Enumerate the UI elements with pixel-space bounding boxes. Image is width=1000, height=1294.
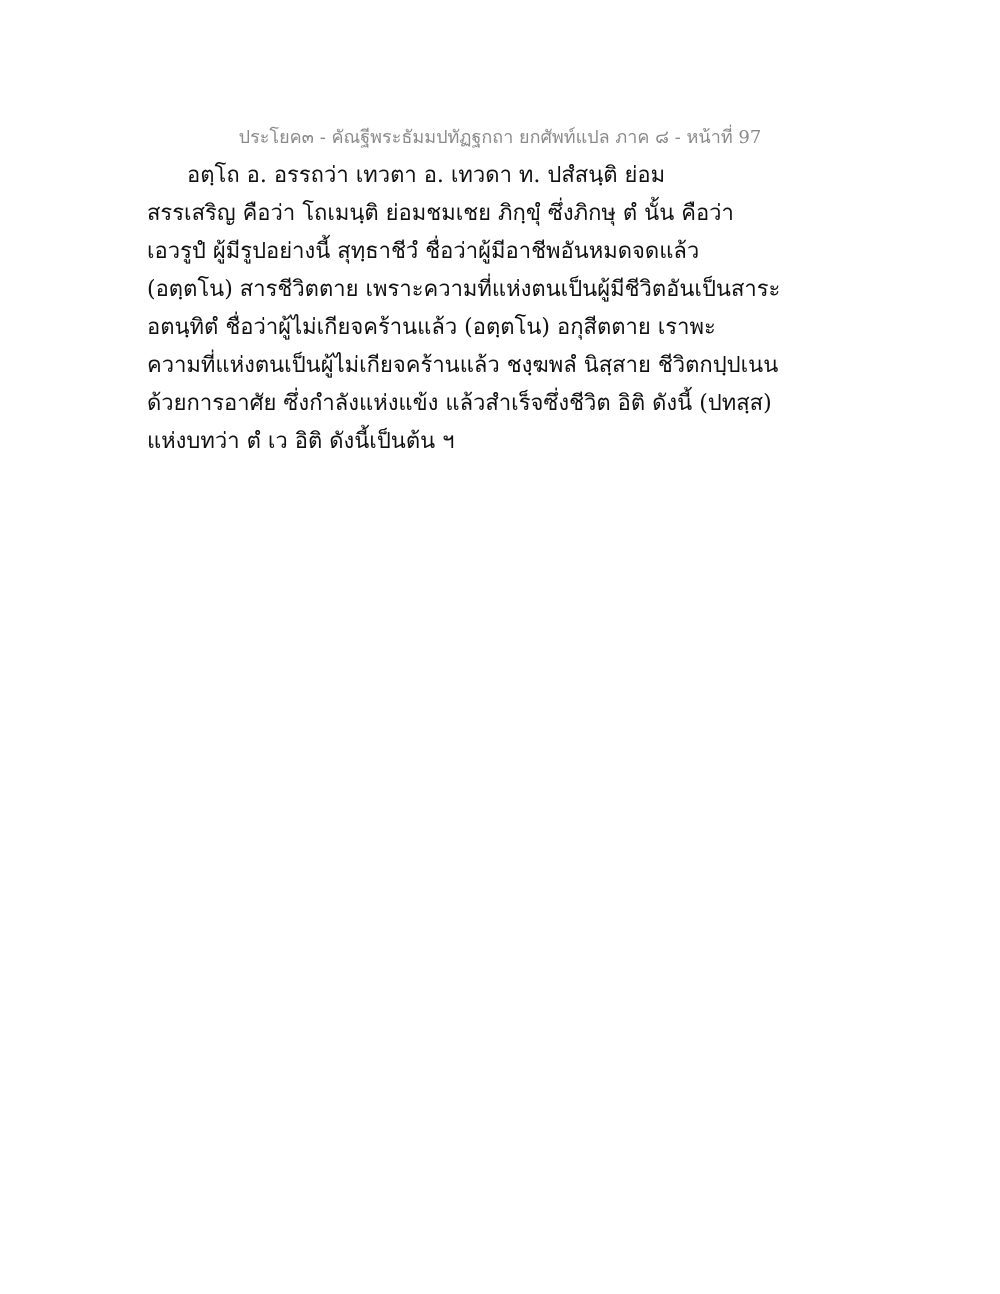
body-text [147,160,781,464]
text-line: อตนฺทิตํ ชื่อว่าผู้ไม่เกียจคร้านแล้ว (อตฺตโน) อกุสีตตาย เราพะ [147,315,716,340]
text-line: แห่งบทว่า ตํ เว อิติ ดังนี้เป็นต้น ฯ [147,429,455,454]
text-line: อตฺโถ อ. อรรถว่า เทวตา อ. เทวดา ท. ปสํสนฺติ ย่อม [187,163,666,188]
text-line: สรรเสริญ คือว่า โถเมนฺติ ย่อมชมเชย ภิกฺขุํ ซึ่งภิกษุ ตํ นั้น คือว่า [147,201,734,226]
text-line: ความที่แห่งตนเป็นผู้ไม่เกียจคร้านแล้ว ชงฺฆพลํ นิสฺสาย ชีวิตกปฺปเนน [147,353,779,378]
text-line: ด้วยการอาศัย ซึ่งกำลังแห่งแข้ง แล้วสำเร็จซึ่งชีวิต อิติ ดังนี้ (ปทสฺส) [147,391,772,416]
text-line: (อตฺตโน) สารชีวิตตาย เพราะความที่แห่งตนเป็นผู้มีชีวิตอันเป็นสาระ [147,277,781,302]
text-line: เอวรูปํ ผู้มีรูปอย่างนี้ สุทฺธาชีวํ ชื่อว่าผู้มีอาชีพอันหมดจดแล้ว [147,239,700,264]
page-header: ประโยค๓ - คัณฐีพระธัมมปทัฏฐกถา ยกศัพท์แปล ภาค ๘ - หน้าที่ 97 [238,127,762,148]
